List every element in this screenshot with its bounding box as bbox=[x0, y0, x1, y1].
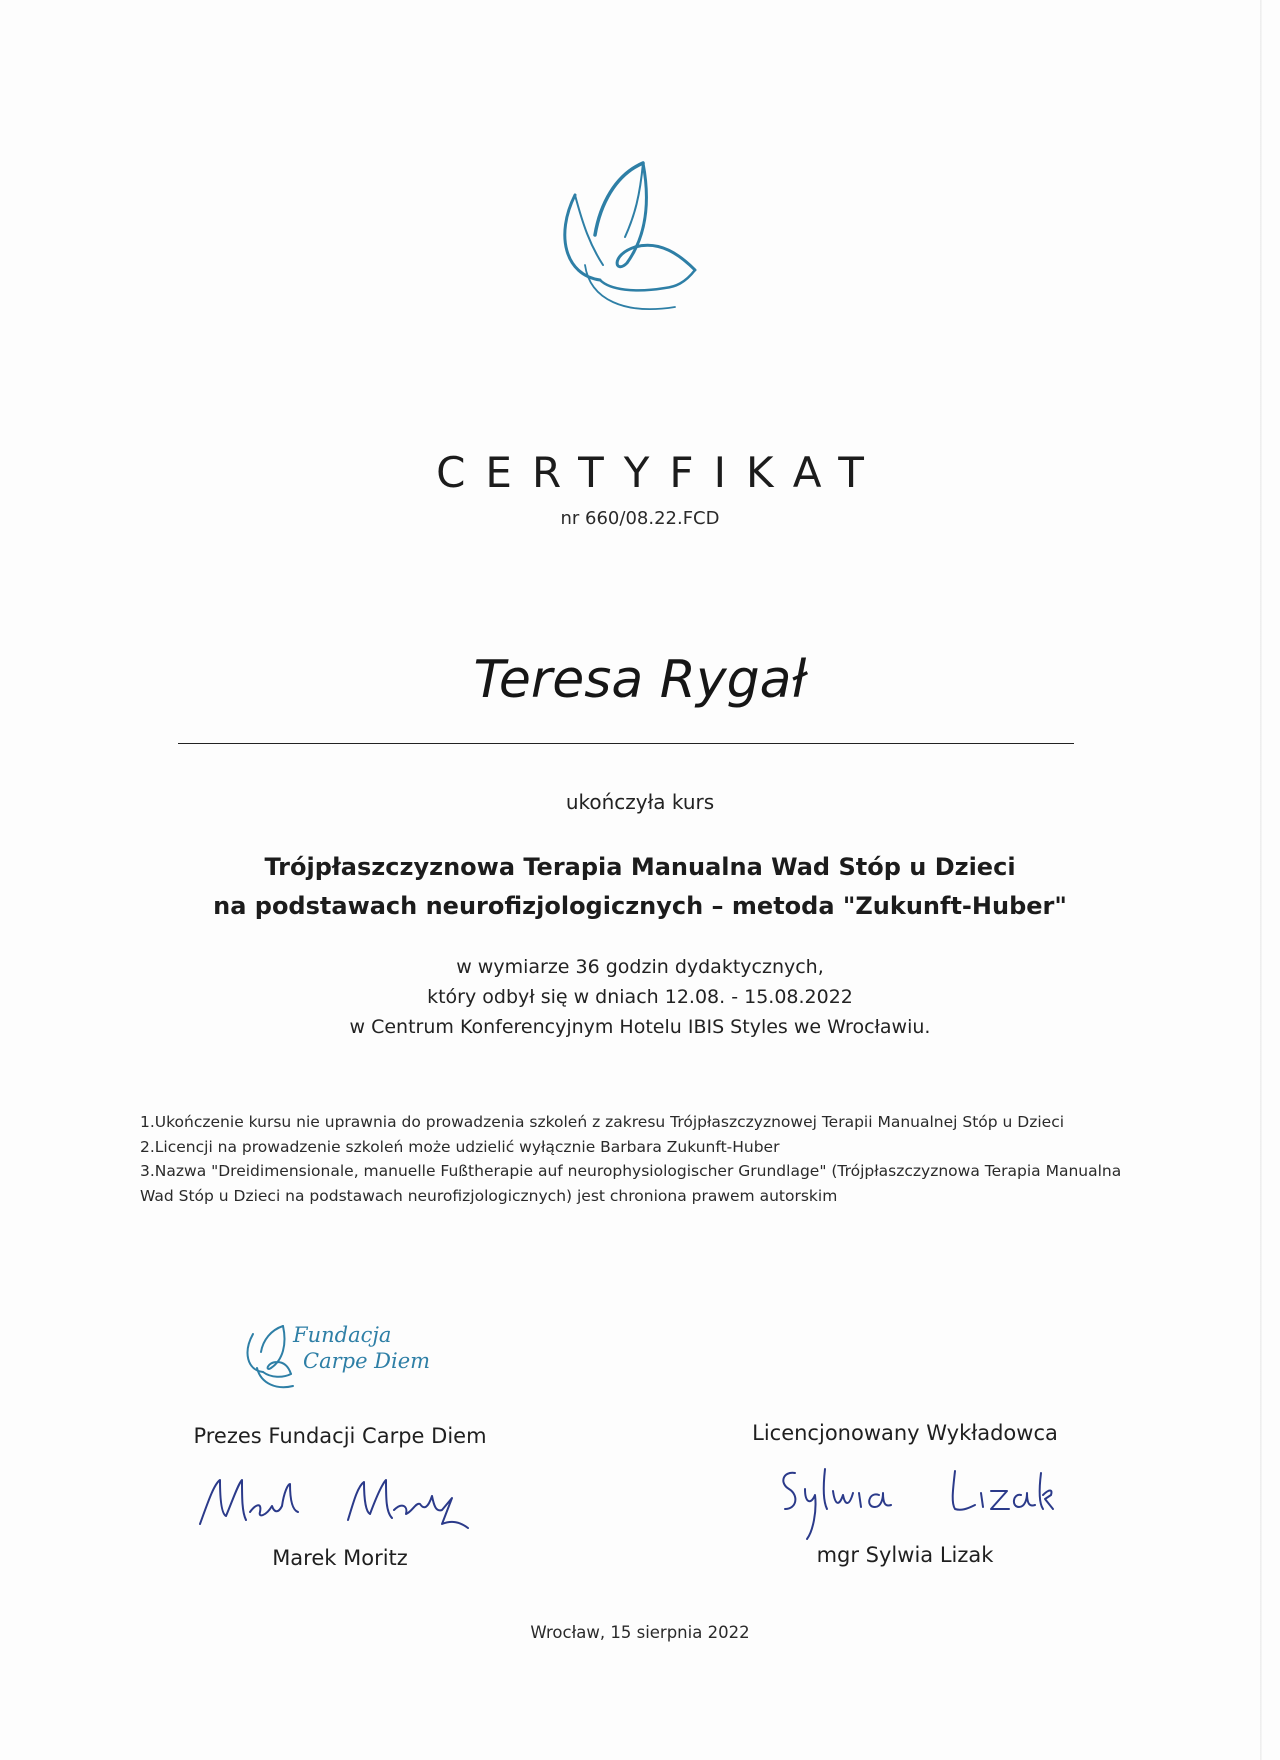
course-name-line: Trójpłaszczyznowa Terapia Manualna Wad Stóp u Dzieci bbox=[264, 853, 1016, 881]
signature-block-president bbox=[140, 1424, 540, 1570]
foundation-logo bbox=[243, 1322, 453, 1394]
course-name bbox=[0, 848, 1280, 926]
course-details bbox=[0, 952, 1280, 1042]
course-detail-line: w wymiarze 36 godzin dydaktycznych, bbox=[456, 956, 824, 978]
signature-marek-moritz-icon bbox=[180, 1462, 500, 1546]
signature-role: Licencjonowany Wykładowca bbox=[752, 1421, 1058, 1445]
foundation-name-line: Fundacja bbox=[293, 1323, 392, 1347]
signature-block-lecturer bbox=[705, 1421, 1105, 1567]
note-item: 1.Ukończenie kursu nie uprawnia do prowadzenia szkoleń z zakresu Trójpłaszczyznowej Terapii Manualnej Stóp u Dzieci bbox=[140, 1113, 1065, 1131]
name-underline bbox=[178, 743, 1074, 744]
note-item: 2.Licencji na prowadzenie szkoleń może udzielić wyłącznie Barbara Zukunft-Huber bbox=[140, 1137, 780, 1156]
butterfly-logo-icon bbox=[555, 155, 715, 335]
certificate-number: nr 660/08.22.FCD bbox=[560, 508, 720, 529]
foundation-name-line: Carpe Diem bbox=[303, 1349, 431, 1373]
notes-list bbox=[140, 1110, 1130, 1208]
course-name-line: na podstawach neurofizjologicznych – metoda "Zukunft-Huber" bbox=[213, 892, 1067, 920]
completed-text: ukończyła kurs bbox=[565, 790, 715, 814]
signature-role: Prezes Fundacji Carpe Diem bbox=[193, 1424, 487, 1448]
certificate-title: CERTYFIKAT bbox=[436, 448, 884, 497]
course-detail-line: który odbył się w dniach 12.08. - 15.08.2022 bbox=[427, 986, 853, 1008]
place-and-date: Wrocław, 15 sierpnia 2022 bbox=[530, 1623, 750, 1642]
signature-sylwia-lizak-icon bbox=[755, 1459, 1055, 1543]
note-item: 3.Nazwa "Dreidimensionale, manuelle Fußtherapie auf neurophysiologischer Grundlage" (Trójpłaszczyznowa Terapia Manualna Wad Stóp u Dzieci na podstawach neurofizjologicznych) jest chroniona prawem autorskim bbox=[140, 1162, 1122, 1205]
signature-name: Marek Moritz bbox=[272, 1546, 408, 1570]
course-detail-line: w Centrum Konferencyjnym Hotelu IBIS Styles we Wrocławiu. bbox=[349, 1016, 931, 1038]
recipient-name: Teresa Rygał bbox=[473, 650, 807, 710]
signature-name: mgr Sylwia Lizak bbox=[816, 1543, 994, 1567]
small-butterfly-icon bbox=[243, 1322, 295, 1392]
